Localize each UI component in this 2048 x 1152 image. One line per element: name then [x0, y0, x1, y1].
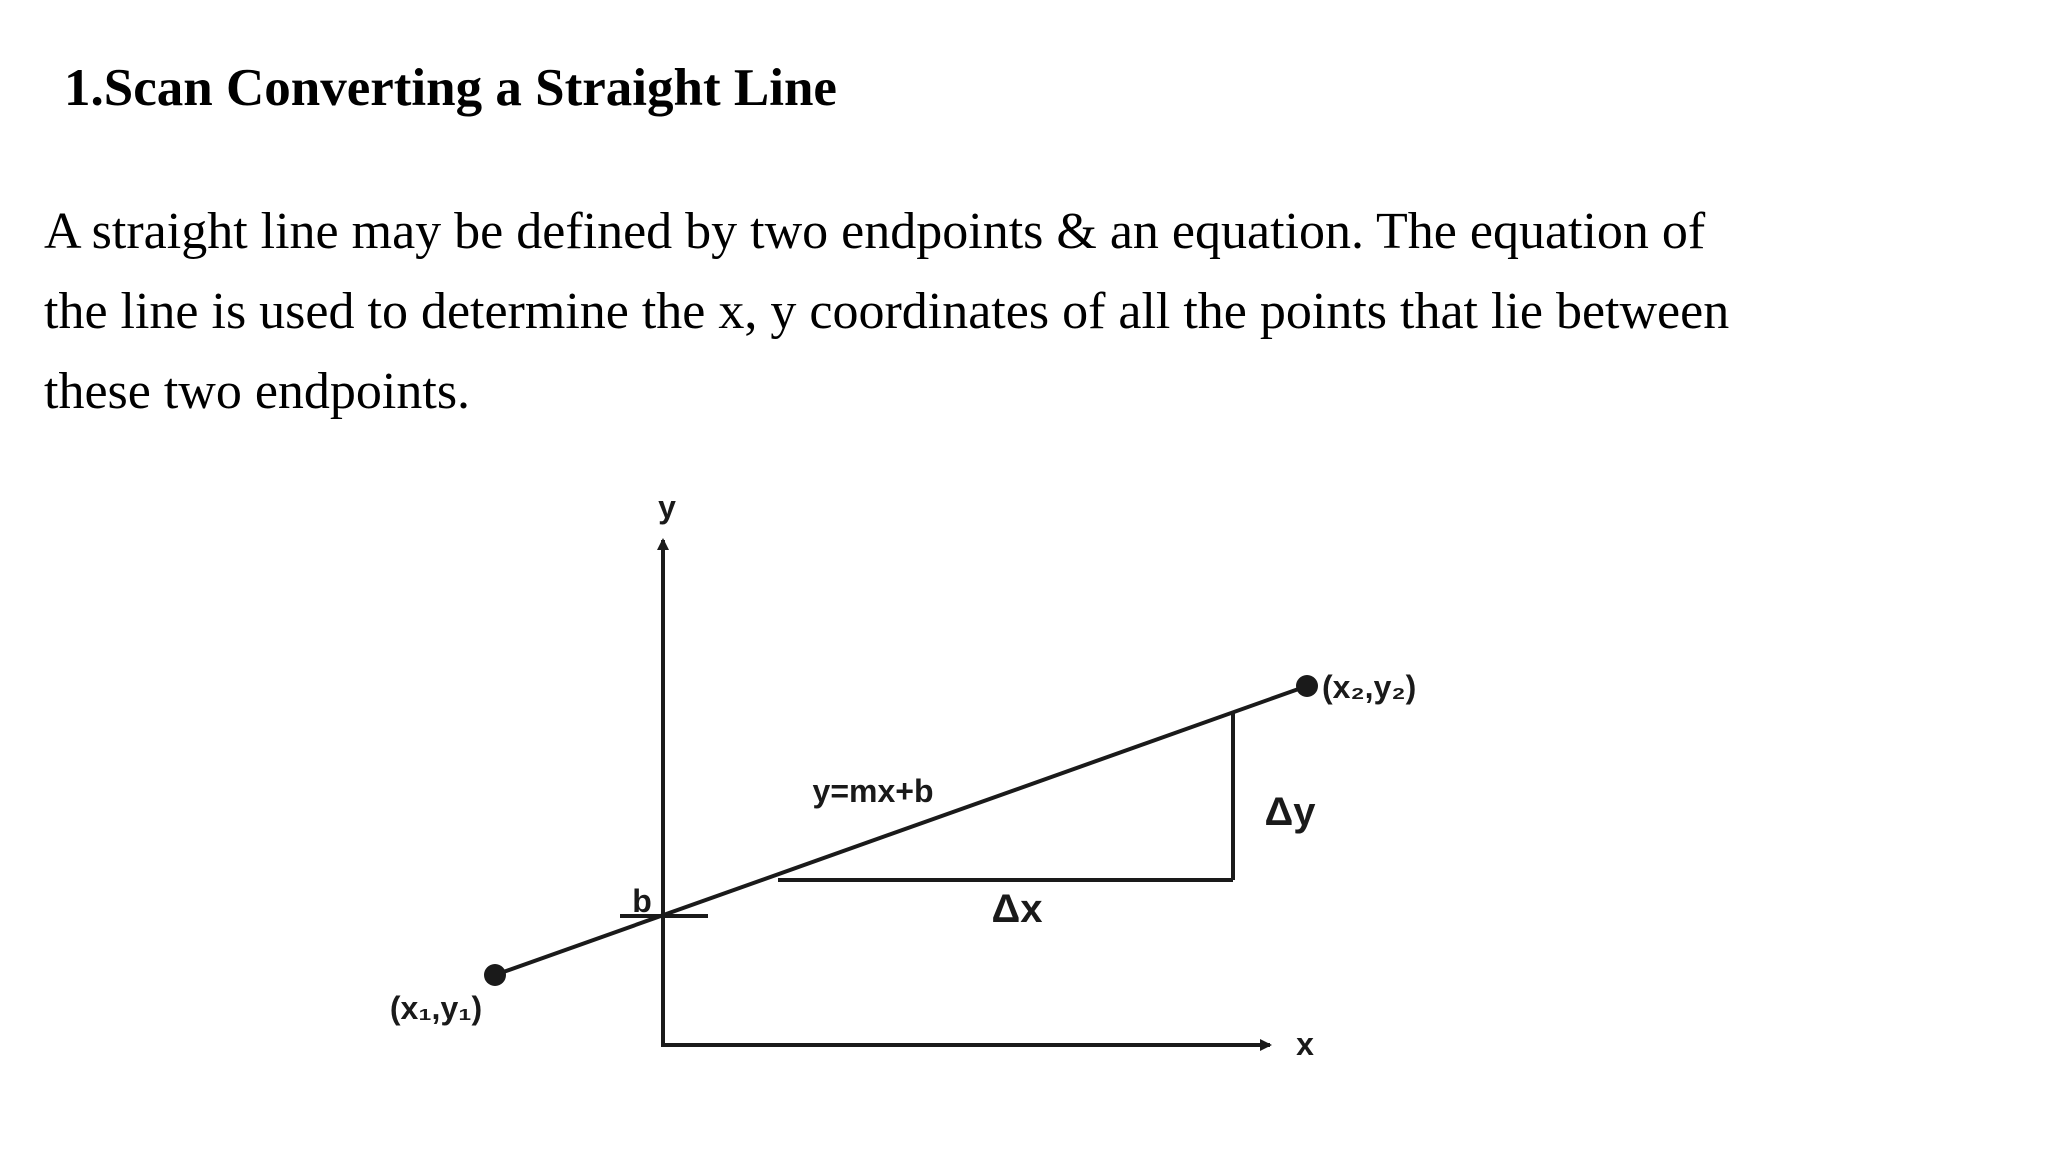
endpoint-2-marker: [1296, 675, 1318, 697]
intercept-label: b: [632, 883, 652, 919]
endpoint-1-label: (x₁,y₁): [389, 990, 483, 1026]
paragraph-line-1: A straight line may be defined by two endpoints & an equation. The equation of: [44, 203, 1706, 260]
x-axis-label: x: [1296, 1026, 1314, 1062]
endpoint-1-marker: [484, 964, 506, 986]
section-heading: 1.Scan Converting a Straight Line: [64, 59, 837, 117]
paragraph-line-3: these two endpoints.: [44, 363, 471, 420]
straight-line: [495, 686, 1307, 975]
endpoint-2-label: (x₂,y₂): [1322, 669, 1417, 705]
delta-y-label: Δy: [1264, 790, 1316, 834]
y-axis-label: y: [658, 489, 676, 525]
delta-x-label: Δx: [991, 887, 1043, 931]
paragraph-line-2: the line is used to determine the x, y coordinates of all the points that lie between: [44, 283, 1730, 340]
equation-label: y=mx+b: [812, 773, 934, 809]
